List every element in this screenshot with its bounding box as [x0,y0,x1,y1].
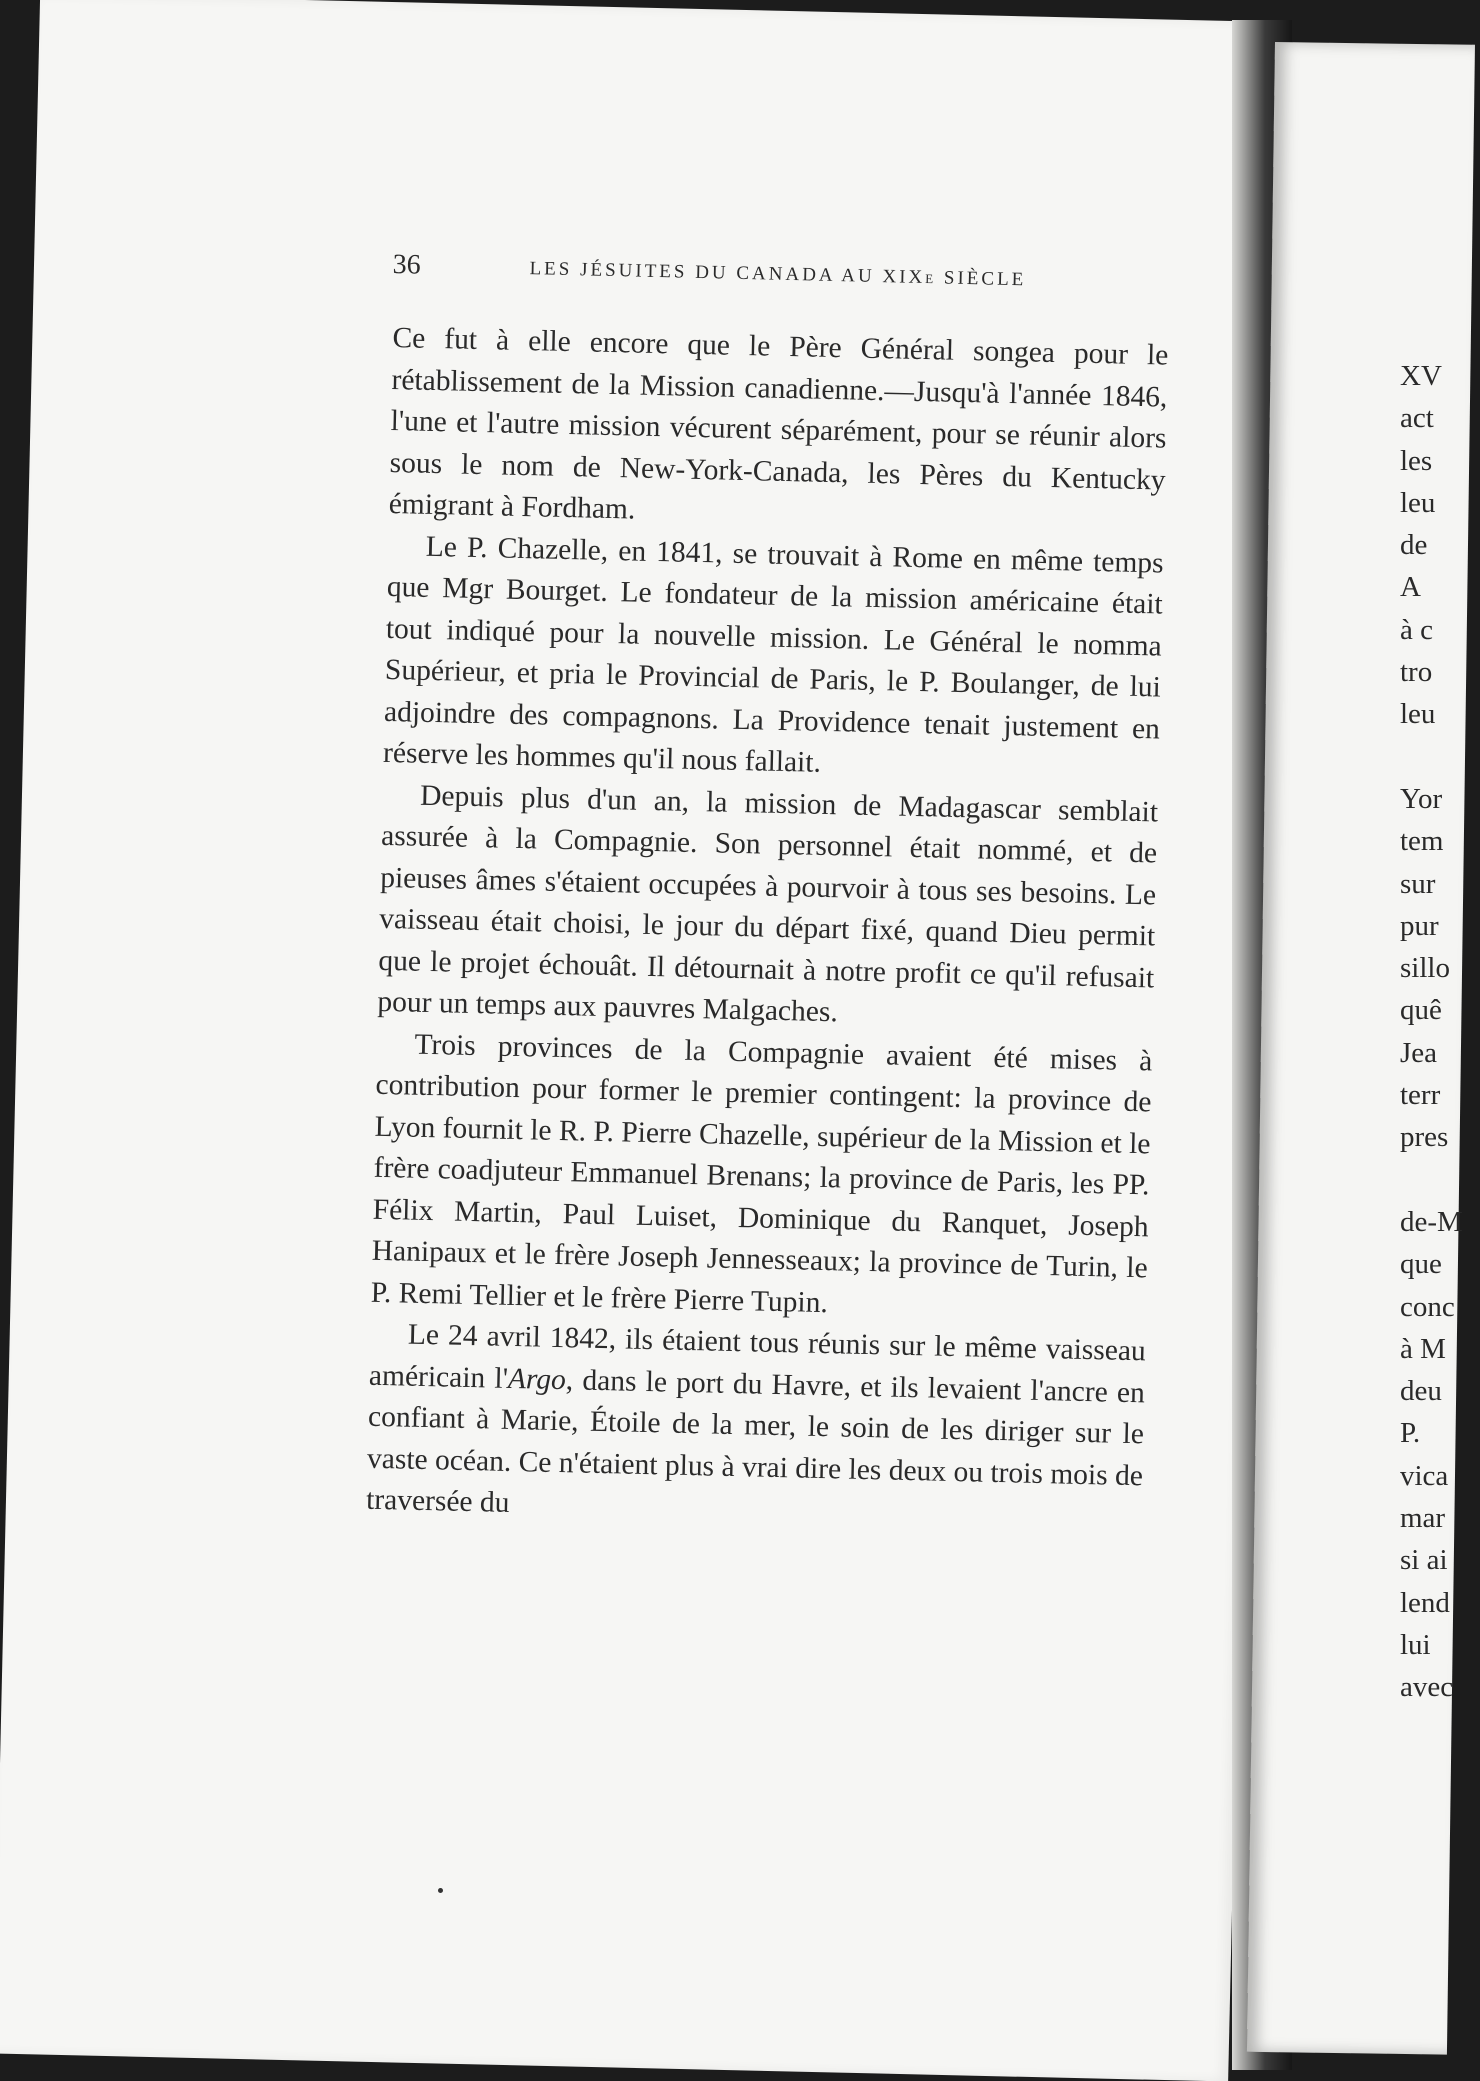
right-page-line: de-M [1400,1205,1463,1238]
paragraph-3: Depuis plus d'un an, la mission de Madagascar semblait assurée à la Compagnie. Son personnel était nommé, et de pieuses âmes s'étaient occupées à pourvoir à tous ses besoins. Le vaisseau était choisi, le jour du départ fixé, quand Dieu permit que le projet échouât. Il détournait à notre profit ce qu'il refusait pour un temps aux pauvres Malgaches. [377,779,1159,1029]
right-page-line: pres [1400,1121,1449,1154]
paragraph-5-before: Le 24 avril 1842, ils étaient tous réunis sur le même vaisseau américain l' [368,1318,1147,1395]
right-page-line: P. [1400,1417,1428,1450]
right-page-line: de [1400,529,1428,562]
body-text [366,318,1169,1539]
paragraph-2: Le P. Chazelle, en 1841, se trouvait à Rome en même temps que Mgr Bourget. Le fondateur de la mission américaine était tout indiqué pour la nouvelle mission. Le Général le nomma Supérieur, et pria le Provincial de Paris, le P. Boulanger, de lui adjoindre des compagnons. La Providence tenait justement en réserve les hommes qu'il nous fallait. [382,530,1165,779]
right-page-line: A [1400,571,1421,604]
right-page-line: mar [1400,1502,1446,1535]
right-page-line: les [1400,444,1433,477]
right-page-line [1400,1159,1480,1201]
right-page-line: XV [1400,360,1442,392]
right-page-line: quê [1400,994,1442,1027]
right-page-line: à c [1400,613,1433,646]
paragraph-1: Ce fut à elle encore que le Père Général songea pour le rétablissement de la Mission canadienne.—Jusqu'à l'année 1846, l'une et l'autre mission vécurent séparément, pour se réunir alors sous le nom de New-York-Canada, les Pères du Kentucky émigrant à Fordham. [388,321,1169,526]
paragraph-5-after: , dans le port du Havre, et ils levaient l'ancre en confiant à Marie, Étoile de la mer, le soin de les diriger sur le vaste océan. Ce n'étaient plus à vrai dire les deux ou trois mois de traversée du [365,1363,1146,1519]
page-number: 36 [392,248,421,281]
right-page-line: avec [1400,1671,1454,1704]
right-page-line: deu [1400,1375,1442,1408]
right-page-line: lui [1400,1628,1438,1661]
running-head: LES JÉSUITES DU CANADA AU XIXe SIÈCLE [529,258,1027,291]
right-page-line: Yor [1400,782,1443,815]
right-page-line: que [1400,1248,1442,1281]
right-page-line: si ai [1400,1544,1448,1577]
right-page-line: pur [1400,909,1439,942]
right-page-line: lend [1400,1586,1450,1619]
right-page-line: sur [1400,867,1436,900]
right-page-line: leu [1400,486,1436,519]
ink-speck [438,1888,443,1893]
right-page-line: sillo [1400,952,1450,985]
right-page-line: vica [1400,1459,1449,1492]
right-page-line: act [1400,402,1434,435]
right-page-line: Jea [1400,1036,1438,1069]
right-page-line [1400,736,1480,778]
right-page-line: terr [1400,1079,1441,1112]
right-page-line: à M [1400,1332,1446,1365]
paragraph-5 [366,1314,1147,1539]
right-page-line: tro [1400,656,1433,689]
right-page-line: conc [1400,1290,1455,1323]
right-page-text [1400,355,1480,1709]
right-page-line: leu [1400,698,1436,731]
paragraph-4: Trois provinces de la Compagnie avaient été mises à contribution pour former le premier contingent: la province de Lyon fournit le R. P. Pierre Chazelle, supérieur de la Mission et le frère coadjuteur Emmanuel Brenans; la province de Paris, les PP. Félix Martin, Paul Luiset, Dominique du Ranquet, Joseph Hanipaux et le frère Joseph Jennesseaux; la province de Turin, le P. Remi Tellier et le frère Pierre Tupin. [370,1028,1153,1319]
right-page-line: tem [1400,825,1444,858]
ship-name: Argo [507,1362,567,1396]
